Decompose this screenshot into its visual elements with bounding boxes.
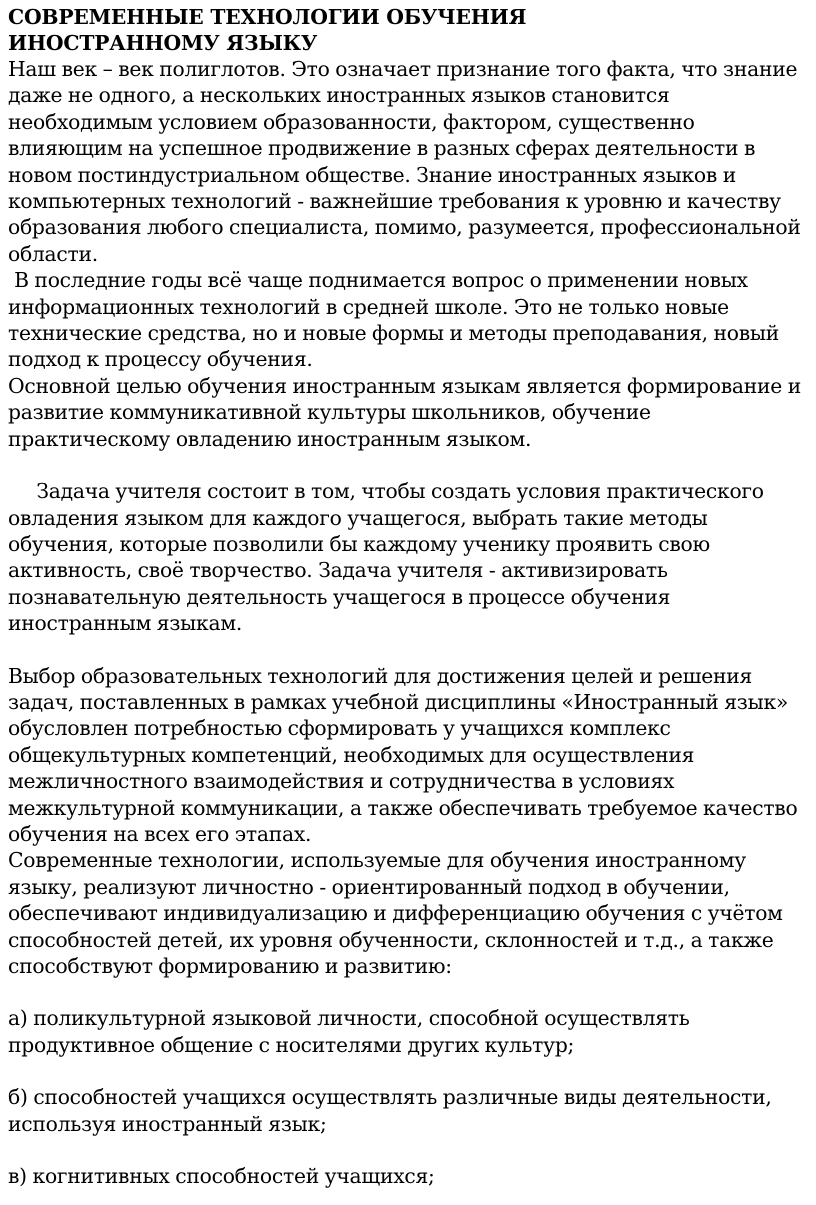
- list-item-b: б) способностей учащихся осуществлять различные виды деятельности, используя иностранный язык;: [8, 1085, 772, 1136]
- title-line-2: ИНОСТРАННОМУ ЯЗЫКУ: [8, 31, 318, 55]
- paragraph-new-technologies: В последние годы всё чаще поднимается вопрос о применении новых информационных технологий в средней школе. Это не только новые технические средства, но и новые формы и методы преподавания, новый подход к процессу обучения.: [8, 268, 780, 372]
- title-line-1: СОВРЕМЕННЫЕ ТЕХНОЛОГИИ ОБУЧЕНИЯ: [8, 5, 527, 29]
- spacer: [8, 452, 814, 478]
- paragraph-main-goal: Основной целью обучения иностранным языкам является формирование и развитие коммуникативной культуры школьников, обучение практическому овладению иностранным языком.: [8, 373, 802, 451]
- document-page: [8, 4, 814, 1189]
- paragraph-technology-choice: Выбор образовательных технологий для достижения целей и решения задач, поставленных в рамках учебной дисциплины «Иностранный язык» обусловлен потребностью сформировать у учащихся комплекс общекультурных компетенций, необходимых для осуществления межличностного взаимодействия и сотрудничества в условиях межкультурной коммуникации, а также обеспечивать требуемое качество обучения на всех его этапах.: [8, 663, 798, 846]
- spacer: [8, 637, 814, 663]
- paragraph-modern-technologies: Современные технологии, используемые для обучения иностранному языку, реализуют личностно - ориентированный подход в обучении, обеспечивают индивидуализацию и дифференциацию обучения с учётом способностей детей, их уровня обученности, склонностей и т.д., а также способствуют формированию и развитию:: [8, 848, 783, 978]
- spacer: [8, 979, 814, 1005]
- spacer: [8, 1137, 814, 1163]
- spacer: [8, 1058, 814, 1084]
- list-item-a: а) поликультурной языковой личности, способной осуществлять продуктивное общение с носителями других культур;: [8, 1006, 690, 1057]
- list-item-c: в) когнитивных способностей учащихся;: [8, 1164, 435, 1189]
- document-title: [8, 4, 814, 56]
- paragraph-teacher-task: Задача учителя состоит в том, чтобы создать условия практического овладения языком для каждого учащегося, выбрать такие методы обучения, которые позволили бы каждому ученику проявить свою активность, своё творчество. Задача учителя - активизировать познавательную деятельность учащегося в процессе обучения иностранным языкам.: [8, 479, 764, 636]
- paragraph-intro: Наш век – век полиглотов. Это означает признание того факта, что знание даже не одного, а нескольких иностранных языков становится необходимым условием образованности, фактором, существенно влияющим на успешное продвижение в разных сферах деятельности в новом постиндустриальном обществе. Знание иностранных языков и компьютерных технологий - важнейшие требования к уровню и качеству образования любого специалиста, помимо, разумеется, профессиональной области.: [8, 57, 801, 266]
